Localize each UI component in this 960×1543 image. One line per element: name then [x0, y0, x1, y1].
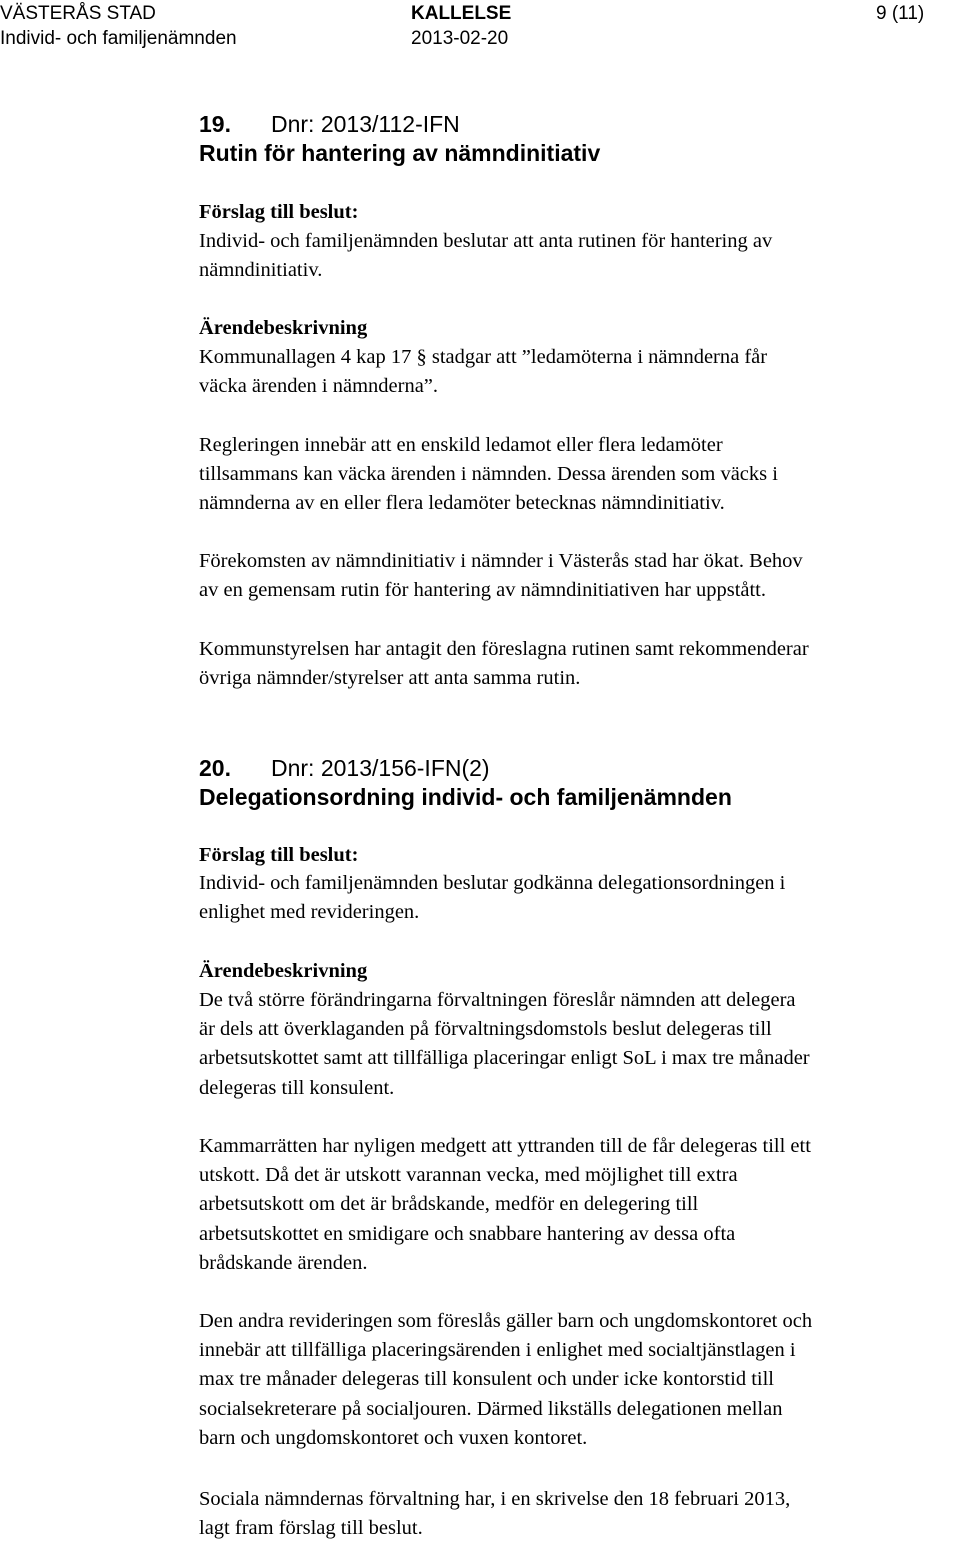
item-dnr: Dnr: 2013/156-IFN(2) — [271, 755, 490, 781]
paragraph: Kommunstyrelsen har antagit den föreslagna rutinen samt rekommenderar övriga nämnder/styrelser att anta samma rutin. — [199, 638, 809, 690]
header-committee: Individ- och familjenämnden — [0, 28, 237, 49]
paragraph: Den andra revideringen som föreslås gäller barn och ungdomskontoret och innebär att tillfälliga placeringsärenden i enlighet med socialtjänstlagen i max tre månader delegeras till konsulent och under icke kontorstid till socialsekreterare på socialjouren. Därmed likställs delegationen mellan barn och ungdomskontoret och vuxen kontoret. — [199, 1310, 813, 1449]
paragraph: Kammarrätten har nyligen medgett att yttranden till de får delegeras till ett utskott. Då det är utskott varannan vecka, med möjlighet till extra arbetsutskott om det är brådskande, medför en delegering till arbetsutskottet en smidigare och snabbare hantering av dessa ofta brådskande ärenden. — [199, 1135, 811, 1274]
header-org: VÄSTERÅS STAD — [0, 3, 156, 24]
item-heading — [199, 754, 490, 782]
header-doc-type: KALLELSE — [411, 3, 512, 24]
item-number: 19. — [199, 111, 231, 137]
paragraph: Kommunallagen 4 kap 17 § stadgar att ”ledamöterna i nämnderna får väcka ärenden i nämnderna”. — [199, 346, 768, 398]
header-date: 2013-02-20 — [411, 28, 509, 49]
item-dnr: Dnr: 2013/112-IFN — [271, 111, 460, 137]
proposal-label: Förslag till beslut: — [199, 201, 359, 223]
item-number: 20. — [199, 755, 231, 781]
paragraph: Regleringen innebär att en enskild ledamot eller flera ledamöter tillsammans kan väcka ärenden i nämnden. Dessa ärenden som väcks i nämnderna av en eller flera ledamöter betecknas nämndinitiativ. — [199, 434, 778, 515]
item-title: Rutin för hantering av nämndinitiativ — [199, 140, 601, 166]
header-page-number: 9 (11) — [876, 3, 925, 24]
proposal-text: Individ- och familjenämnden beslutar godkänna delegationsordningen i enlighet med revideringen. — [199, 872, 786, 924]
description-label: Ärendebeskrivning — [199, 960, 368, 982]
paragraph: Sociala nämndernas förvaltning har, i en skrivelse den 18 februari 2013, lagt fram förslag till beslut. — [199, 1488, 791, 1540]
paragraph: De två större förändringarna förvaltningen föreslår nämnden att delegera är dels att överklaganden på förvaltningsdomstols beslut delegeras till arbetsutskottet samt att tillfälliga placeringar enligt SoL i max tre månader delegeras till konsulent. — [199, 989, 810, 1099]
paragraph: Förekomsten av nämndinitiativ i nämnder i Västerås stad har ökat. Behov av en gemensam rutin för hantering av nämndinitiativen har uppstått. — [199, 550, 803, 602]
description-label: Ärendebeskrivning — [199, 317, 368, 339]
proposal-label: Förslag till beslut: — [199, 844, 359, 866]
item-heading — [199, 110, 460, 138]
proposal-text: Individ- och familjenämnden beslutar att anta rutinen för hantering av nämndinitiativ. — [199, 230, 773, 282]
item-title: Delegationsordning individ- och familjenämnden — [199, 784, 732, 810]
